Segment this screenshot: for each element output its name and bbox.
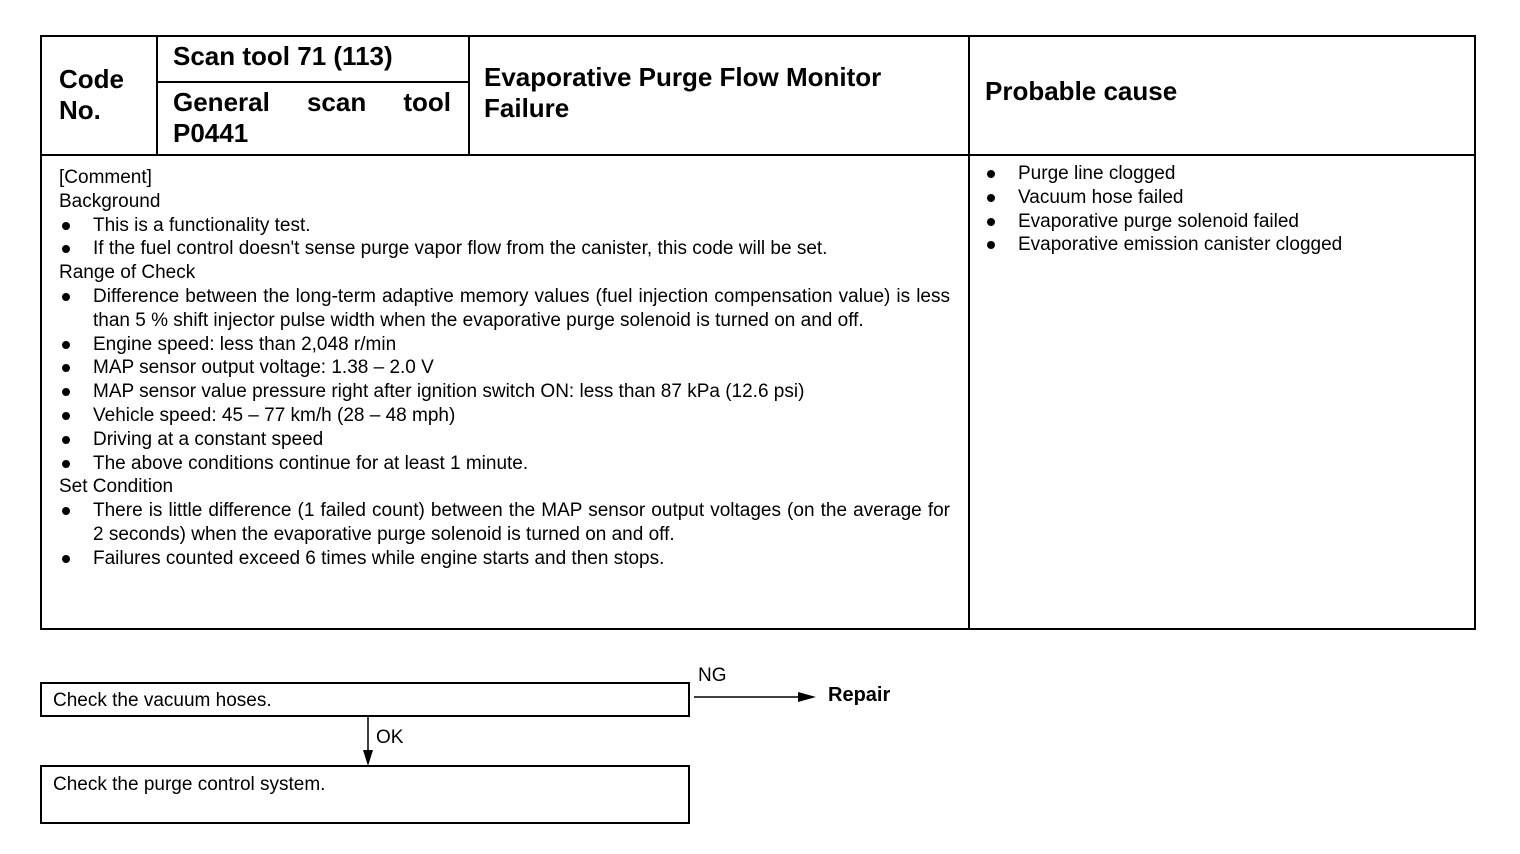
background-heading: Background <box>59 190 161 212</box>
list-item: Evaporative purge solenoid failed <box>984 210 1454 234</box>
probable-cause-block <box>984 162 1454 257</box>
list-item: Difference between the long-term adaptive memory values (fuel injection compensation value) is less than 5 % shift injector pulse width when the evaporative purge solenoid is turned on and off. <box>59 285 950 333</box>
table-bottom-border <box>40 628 1476 630</box>
code-no-label: Code No. <box>59 64 124 125</box>
list-item: MAP sensor output voltage: 1.38 – 2.0 V <box>59 356 950 380</box>
ok-arrow-icon <box>360 716 376 766</box>
step-check-vacuum-hoses <box>40 682 690 717</box>
ng-arrow-icon <box>694 690 820 704</box>
repair-label: Repair <box>828 684 891 706</box>
code-divider <box>156 35 158 156</box>
ng-label: NG <box>698 665 727 686</box>
set-condition-heading: Set Condition <box>59 476 174 498</box>
list-item: There is little difference (1 failed count) between the MAP sensor output voltages (on the average for 2 seconds) when the evaporative purge solenoid is turned on and off. <box>59 499 950 547</box>
page-title: Evaporative Purge Flow Monitor Failure <box>484 62 882 123</box>
list-item: Driving at a constant speed <box>59 428 950 452</box>
probable-cause-heading: Probable cause <box>985 76 1178 106</box>
list-item: This is a functionality test. <box>59 214 950 238</box>
list-item: Evaporative emission canister clogged <box>984 233 1454 257</box>
list-item: Purge line clogged <box>984 162 1454 186</box>
comment-label: [Comment] <box>59 167 152 188</box>
general-scan-tool-code: General scan tool P0441 <box>173 87 451 148</box>
background-list <box>59 214 950 262</box>
list-item: Failures counted exceed 6 times while engine starts and then stops. <box>59 547 950 571</box>
ok-label: OK <box>376 727 404 748</box>
table-left-border <box>40 35 42 630</box>
step-check-purge-control <box>40 765 690 824</box>
table-right-border <box>1474 35 1476 630</box>
scan-tool-code: Scan tool 71 (113) <box>173 41 393 71</box>
list-item: Vehicle speed: 45 – 77 km/h (28 – 48 mph) <box>59 404 950 428</box>
range-heading: Range of Check <box>59 262 196 284</box>
header-bottom-border <box>40 154 1476 156</box>
comment-block <box>59 166 950 571</box>
step-1-text: Check the vacuum hoses. <box>53 690 272 711</box>
list-item: If the fuel control doesn't sense purge vapor flow from the canister, this code will be set. <box>59 237 950 261</box>
column-divider <box>968 35 970 630</box>
range-list <box>59 285 950 475</box>
scan-tool-divider <box>468 35 470 156</box>
list-item: Engine speed: less than 2,048 r/min <box>59 333 950 357</box>
set-condition-list <box>59 499 950 570</box>
list-item: Vacuum hose failed <box>984 186 1454 210</box>
table-top-border <box>40 35 1476 37</box>
list-item: MAP sensor value pressure right after ignition switch ON: less than 87 kPa (12.6 psi) <box>59 380 950 404</box>
list-item: The above conditions continue for at least 1 minute. <box>59 452 950 476</box>
scan-tool-split <box>156 81 470 83</box>
probable-cause-list <box>984 162 1454 257</box>
step-2-text: Check the purge control system. <box>53 774 326 795</box>
